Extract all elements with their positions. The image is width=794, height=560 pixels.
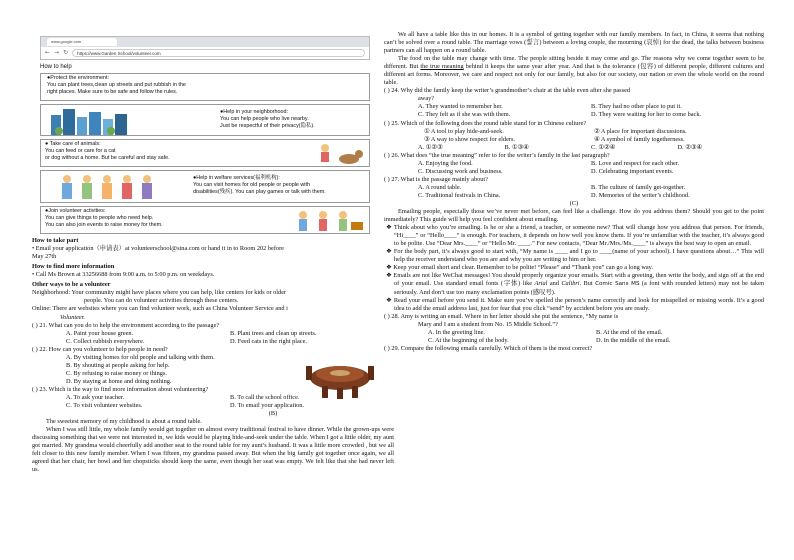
card-heading: ●Help in welfare services(福利机构): [193,174,280,181]
card-animals [40,139,370,167]
option-b[interactable]: B. At the end of the email. [596,328,663,336]
passage-c-tip-2: ❖ For the body part, it’s always good to start with, “My name is ____ and I go to ____(name of your school). I have questions about…” This will help the receiver understand who you are and why you are writing to him or her. [386,248,764,264]
find-more-title: How to find more information [32,262,115,270]
address-bar[interactable]: https://www.Garden School/volunteer.com [72,49,365,57]
card-text: You can visit homes for old people or people with [193,181,310,188]
options-row [384,192,764,200]
statement-4: ④ A symbol of family togetherness. [594,135,685,143]
passage-text: and [547,280,562,288]
question-stem: ( ) 27. What is the passage mainly about? [384,175,488,183]
question-stem: ( ) 21. What can you do to help the environment according to the passage? [32,321,220,329]
card-heading: ● Take care of animals: [45,140,101,147]
question-stem: ( ) 24. Why did the family keep the writer’s grandmother’s chair at the table even after she passed [384,87,631,95]
question-27 [384,176,764,200]
passage-c-intro: Emailing people, especially those we’ve never met before, can feel like a challenge. How do you address them? Should you get to the point immediately? This guide will help you feel confident about emailing. [384,208,764,224]
statements-row [384,136,764,144]
volunteers-group-image [55,173,165,201]
question-21 [32,322,394,346]
card-text: You can feed or care for a cat [45,147,116,154]
options-row [384,329,764,337]
right-column [384,31,764,353]
option-b[interactable]: B. They had no other place to put it. [591,103,682,111]
passage-b-p3: We all have a table like this in our homes. It is a symbol of getting together with our family members. In fact, in China, it seems that nothing can’t be solved over a round table. The marriage vows (誓言) between a loving couple, the mourning (哀悼) for the dead, the talks between business partners can all happen on a round table. [384,31,764,55]
option-d[interactable]: D. To email your application. [230,402,304,410]
passage-text: behind it keeps the same year after year. And that is the tolerance (包容) of different people, different cultures and different art forms. Moreover, we care and respect not only for our family, but also for our society, our nation or even the whole world on the round table. [384,63,764,87]
card-neighborhood [40,104,370,136]
passage-c-tip-4 [384,272,764,296]
underlined-phrase: the true meaning [420,63,464,71]
question-25 [384,120,764,152]
card-heading: ●Protect the environment: [47,74,109,81]
browser-window [40,36,370,60]
option-b[interactable]: B. The culture of family get-together. [591,183,686,191]
option-b[interactable]: B. Plant trees and clean up streets. [230,329,317,337]
font-name-calibri: Calibri [561,280,580,288]
option-c[interactable]: C. To visit volunteer websites. [66,402,143,410]
online-text-cont: Volunteer. [60,313,86,321]
options-row [384,168,764,176]
option-d[interactable]: D. In the middle of the email. [596,336,671,344]
option-d[interactable]: D. By staying at home and doing nothing. [66,377,172,385]
card-text: disabilities(残疾). You can play games or talk with them. [193,188,326,195]
option-d[interactable]: D. Celebrating important events. [591,167,674,175]
other-ways-title: Other ways to be a volunteer [32,281,111,289]
option-d[interactable]: D. Feed cats in the right place. [230,337,307,345]
option-d[interactable]: D. ②③④ [677,143,703,151]
question-stem-cont: Mary and I am a student from No. 15 Middle School.”? [418,320,558,328]
options-row [384,144,764,152]
take-part-date: May 27th [32,252,57,260]
option-d[interactable]: D. Memories of the writer’s childhood. [591,191,690,199]
card-volunteer-activities [40,206,370,234]
address-bar-row [41,47,369,59]
question-stem: ( ) 26. What does “the true meaning” refer to for the writer’s family in the last paragraph? [384,151,610,159]
option-c[interactable]: C. They felt as if she was with them. [418,111,511,119]
option-a[interactable]: A. Paint your house green. [66,329,134,337]
options-row [32,402,394,410]
option-c[interactable]: C. By refusing to raise money or things. [66,369,167,377]
card-heading: ●Join volunteer activities: [45,207,106,214]
passage-c-tip-1: ❖ Think about who you’re emailing. Is he or she a friend, a teacher, or someone new? That will change how you address that person. For friends, “Hi____” or “Hello____” is enough. For teachers, it depends on how well you know them. If you’re unfamiliar with the teacher, it’s always good to be polite. Use “Dear Mrs.____” or “Hello Mr. ____.” For new contacts, “Dear Mr./Mrs./Ms.____” is always the best way to open an email. [386,224,764,248]
card-text: Just be respectful of their privacy(隐私). [220,122,315,129]
question-stem: ( ) 23. Which is the way to find more information about volunteering? [32,385,209,393]
option-c[interactable]: C. Traditional festivals in China. [418,191,501,199]
round-table-image [302,352,378,400]
neighborhood-text: Neighborhood: Your community might have places where you can help, like centers for kids or older [32,289,287,297]
option-c[interactable]: C. Discussing work and business. [418,167,503,175]
card-text: You can help people who live nearby. [220,115,309,122]
question-stem: ( ) 28. Amy is writing an email. Where in her letter should she put the sentence, “My name is [384,312,619,320]
passage-b-p2: When I was still little, my whole family would get together on almost every traditional festival to have dinner. While the grown-ups were discussing something that we were not interested in, we kids would be playing hide-and-seek under the table. When I got a little older, my aunt got married. My grandma would cheerfully add another seat to the round table for my aunt’s husband. It was a little more crowded , but we all felt closer to this new family member. When I was fifteen, my grandma passed away. But when the big family got together once again, we all agreed that her chair, her bowl and her chopsticks should keep the same, even though her seat was empty. We felt like that she had never left us. [32,426,394,474]
card-text: or dog without a home. But be careful and stay safe. [45,154,170,161]
left-column [32,36,394,474]
options-row [32,338,394,346]
option-a[interactable]: A. Enjoying the food. [418,159,473,167]
passage-b-p4 [384,55,764,87]
passage-c-tip-3: ❖ Keep your email short and clear. Remember to be polite! “Please” and “Thank you” can go a long way. [386,264,653,272]
forward-icon[interactable]: → [54,49,60,57]
card-text: You can also join events to raise money for them. [45,221,163,228]
section-c-label: (C) [569,199,579,207]
passage-text: (a font with rounded letters) may not be taken seriously. And don’t use too many exclamation points (感叹号). [394,280,765,296]
online-text: Online: There are websites where you can find volunteer work, such as China Volunteer Service and i [32,305,288,313]
question-stem: ( ) 22. How can you volunteer to help people in need? [32,345,168,353]
passage-text: . But [579,280,596,288]
passage-text: The food on the table may change with time. The people sitting beside it may come and go. The reasons why we come together seem to be different. But [384,55,764,71]
statement-2: ② A place for important discussions. [594,127,687,135]
option-a[interactable]: A. They wanted to remember her. [418,103,503,111]
question-24 [384,87,764,119]
option-b[interactable]: B. Love and respect for each other. [591,159,680,167]
question-28 [384,313,764,345]
find-more-text: • Call Ms Brown at 33256688 from 9:00 a.m. to 5:00 p.m. on weekdays. [32,271,215,279]
question-26 [384,152,764,176]
question-29 [384,345,764,353]
browser-tab[interactable]: www.google.com [47,38,117,46]
take-part-text: • Email your application（申请表）at volunteerschool@sina.com or hand it in to Room 202 before [32,244,284,252]
options-row [384,103,764,111]
option-d[interactable]: D. They were waiting for her to come back. [591,111,702,119]
how-to-help-label: How to help [40,64,72,70]
passage-b-p1: The sweetest memory of my childhood is about a round table. [46,418,202,426]
browser-tab-bar [41,37,369,47]
option-a[interactable]: A. By visiting homes for old people and talking with them. [66,353,215,361]
city-buildings-image [49,107,129,135]
passage-text: ❖ Emails are not like WeChat messages! You should properly organize your emails. Start with a greeting, then write the body, and sign off at the end of your email. Use standard email fonts (字体) like [386,272,764,288]
option-b[interactable]: B. By shouting at people asking for help. [66,361,170,369]
reload-icon[interactable]: ↻ [63,49,69,57]
card-protect-environment [40,73,370,101]
option-a[interactable]: A. In the greeting line. [428,328,486,336]
card-welfare [40,170,370,203]
question-stem: ( ) 25. Which of the following does the round table stand for in Chinese culture? [384,119,587,127]
section-b-label: (B) [268,410,278,418]
options-row [32,330,394,338]
card-text: right places. Make sure to be safe and follow the rules. [47,88,178,95]
card-text: You can plant trees,clean up streets and put rubbish in the [47,81,186,88]
option-c[interactable]: C. At the beginning of the body. [428,336,509,344]
back-icon[interactable]: ← [45,49,51,57]
helping-hands-image [293,210,367,232]
child-with-dog-image [311,142,367,166]
statement-3: ③ A way to show respect for elders. [424,135,515,143]
option-c[interactable]: C. ①②④ [591,143,616,151]
passage-c-tip-5: ❖ Read your email before you send it. Make sure you’ve spelled the person’s name correctly and look for misspelled or missing words. It’s a good idea to add the email address last, just for fear that you click “send” by accident before you are ready. [386,296,764,312]
question-stem-cont: away? [418,95,435,103]
statements-row [384,128,764,136]
font-name-arial: Arial [534,280,548,288]
options-row [384,160,764,168]
option-a[interactable]: A. A round table. [418,183,462,191]
card-heading: ●Help in your neighborhood: [220,108,288,115]
option-a[interactable]: A. To ask your teacher. [66,393,125,401]
font-name-comic-sans: Comic Sans MS [595,281,640,288]
neighborhood-text-cont: people. You can do volunteer activities through these centers. [84,297,239,305]
statement-1: ① A tool to play hide-and-seek. [424,127,504,135]
question-22 [32,346,394,386]
option-c[interactable]: C. Collect rubbish everywhere. [66,337,145,345]
take-part-title: How to take part [32,236,79,244]
option-b[interactable]: B. ①③④ [504,143,529,151]
options-row [384,184,764,192]
option-b[interactable]: B. To call the school office. [230,393,300,401]
options-row [384,111,764,119]
question-stem: ( ) 29. Compare the following emails carefully. Which of them is the most correct? [384,344,593,352]
options-row [384,337,764,345]
card-text: You can give things to people who need help. [45,214,154,221]
option-a[interactable]: A. ①②③ [418,143,443,151]
